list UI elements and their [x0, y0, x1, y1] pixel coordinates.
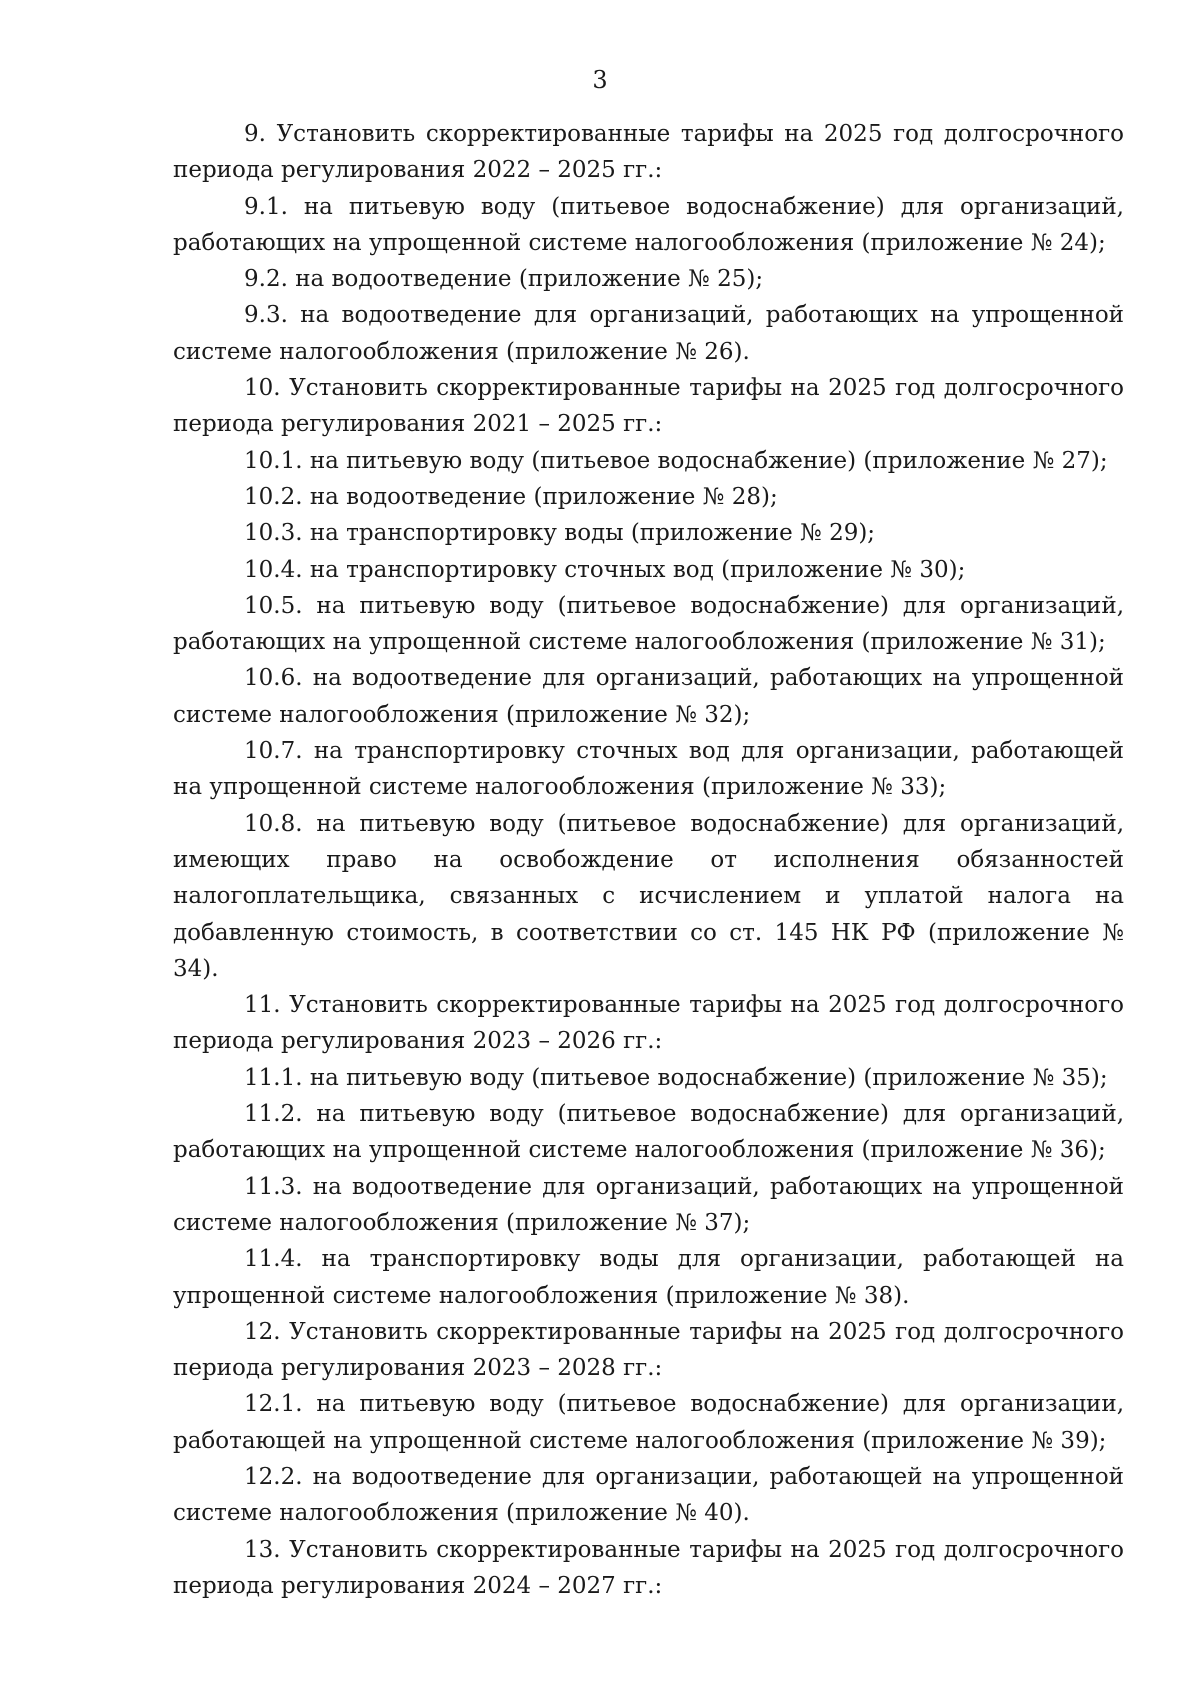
- paragraph-12-1: 12.1. на питьевую воду (питьевое водоснабжение) для организации, работающей на упрощенной системе налогообложения (приложение № 39);: [173, 1391, 1124, 1454]
- paragraph-9: 9. Установить скорректированные тарифы на 2025 год долгосрочного периода регулирования 2022 – 2025 гг.:: [173, 121, 1124, 184]
- page-number: 3: [592, 66, 608, 94]
- paragraph-11: 11. Установить скорректированные тарифы на 2025 год долгосрочного периода регулирования 2023 – 2026 гг.:: [173, 992, 1124, 1055]
- paragraph-10-1: 10.1. на питьевую воду (питьевое водоснабжение) (приложение № 27);: [244, 447, 1108, 474]
- paragraph-11-4: 11.4. на транспортировку воды для организации, работающей на упрощенной системе налогообложения (приложение № 38).: [173, 1246, 1124, 1309]
- paragraph-10-3: 10.3. на транспортировку воды (приложение № 29);: [244, 520, 876, 547]
- document-body: [173, 116, 1124, 1604]
- paragraph-9-1: 9.1. на питьевую воду (питьевое водоснабжение) для организаций, работающих на упрощенной системе налогообложения (приложение № 24);: [173, 193, 1124, 256]
- paragraph-9-3: 9.3. на водоотведение для организаций, работающих на упрощенной системе налогообложения (приложение № 26).: [173, 302, 1124, 365]
- paragraph-10-2: 10.2. на водоотведение (приложение № 28);: [244, 483, 778, 510]
- paragraph-13: 13. Установить скорректированные тарифы на 2025 год долгосрочного периода регулирования 2024 – 2027 гг.:: [173, 1536, 1124, 1599]
- paragraph-9-2: 9.2. на водоотведение (приложение № 25);: [244, 266, 764, 293]
- paragraph-10-8: 10.8. на питьевую воду (питьевое водоснабжение) для организаций, имеющих право на освобождение от исполнения обязанностей налогоплательщика, связанных с исчислением и уплатой налога на добавленную стоимость, в соответствии со ст. 145 НК РФ (приложение № 34).: [173, 810, 1124, 982]
- paragraph-11-3: 11.3. на водоотведение для организаций, работающих на упрощенной системе налогообложения (приложение № 37);: [173, 1173, 1124, 1236]
- paragraph-11-1: 11.1. на питьевую воду (питьевое водоснабжение) (приложение № 35);: [244, 1064, 1108, 1091]
- paragraph-10-7: 10.7. на транспортировку сточных вод для организации, работающей на упрощенной системе налогообложения (приложение № 33);: [173, 738, 1124, 801]
- paragraph-10-4: 10.4. на транспортировку сточных вод (приложение № 30);: [244, 556, 966, 583]
- paragraph-10-6: 10.6. на водоотведение для организаций, работающих на упрощенной системе налогообложения (приложение № 32);: [173, 665, 1124, 728]
- paragraph-11-2: 11.2. на питьевую воду (питьевое водоснабжение) для организаций, работающих на упрощенной системе налогообложения (приложение № 36);: [173, 1101, 1124, 1164]
- paragraph-12: 12. Установить скорректированные тарифы на 2025 год долгосрочного периода регулирования 2023 – 2028 гг.:: [173, 1318, 1124, 1382]
- paragraph-10-5: 10.5. на питьевую воду (питьевое водоснабжение) для организаций, работающих на упрощенной системе налогообложения (приложение № 31);: [173, 592, 1124, 656]
- paragraph-10: 10. Установить скорректированные тарифы на 2025 год долгосрочного периода регулирования 2021 – 2025 гг.:: [173, 375, 1124, 438]
- paragraph-12-2: 12.2. на водоотведение для организации, работающей на упрощенной системе налогообложения (приложение № 40).: [173, 1463, 1124, 1527]
